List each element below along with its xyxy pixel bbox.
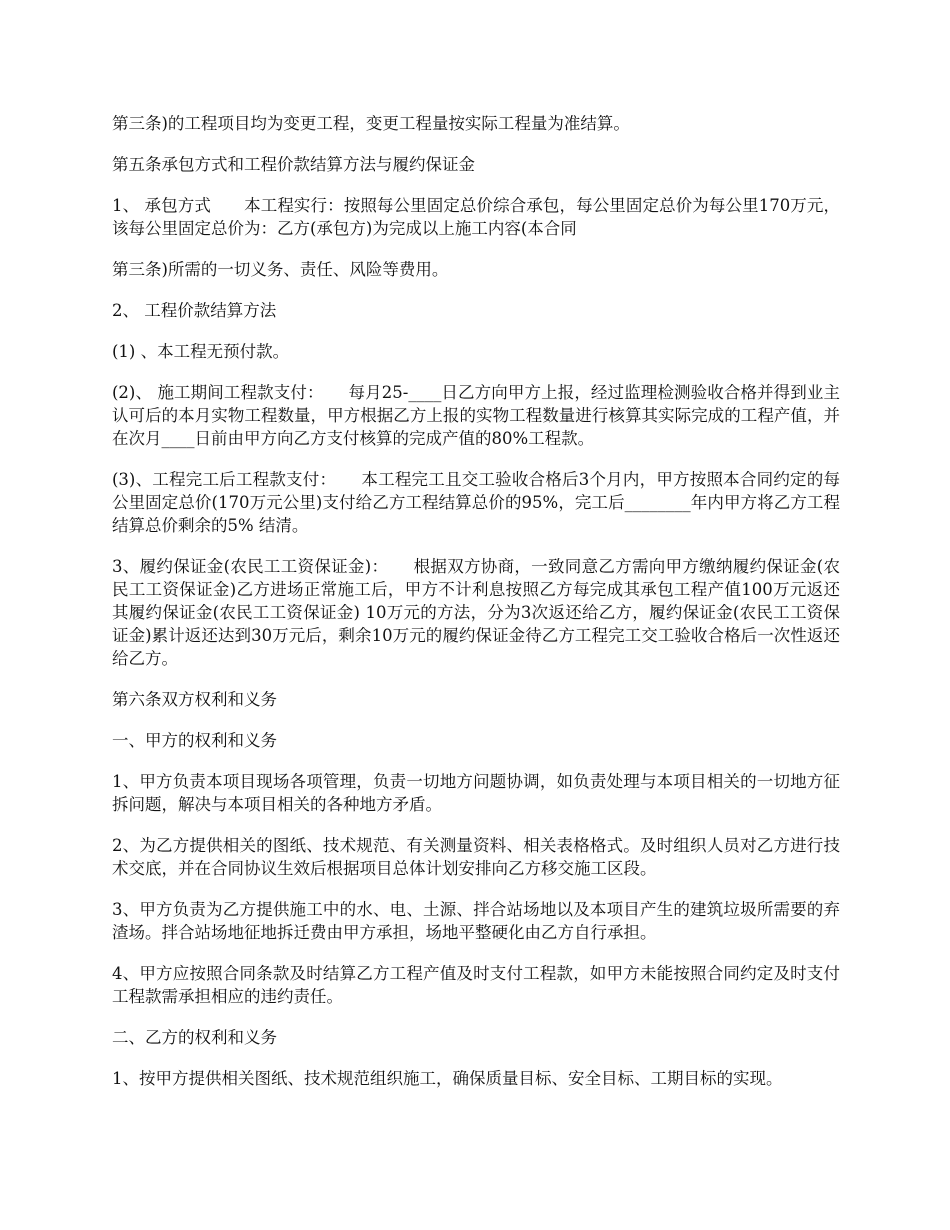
paragraph-party-a-item1: 1、甲方负责本项目现场各项管理，负责一切地方问题协调，如负责处理与本项目相关的一切地方征拆问题，解决与本项目相关的各种地方矛盾。 bbox=[112, 772, 840, 814]
paragraph-contract-method: 1、 承包方式 本工程实行：按照每公里固定总价综合承包，每公里固定总价为每公里170万元，该每公里固定总价为：乙方(承包方)为完成以上施工内容(本合同 bbox=[112, 196, 840, 238]
paragraph-clause3-obligations: 第三条)所需的一切义务、责任、风险等费用。 bbox=[112, 260, 449, 279]
paragraph-completion-payment: (3)、工程完工后工程款支付： 本工程完工且交工验收合格后3个月内，甲方按照本合同约定的每公里固定总价(170万元公里)支付给乙方工程结算总价的95%，完工后________年内甲方将乙方工程结算总价剩余的5% 结清。 bbox=[112, 470, 840, 535]
heading-article6: 第六条双方权利和义务 bbox=[112, 690, 277, 709]
paragraph-performance-bond: 3、履约保证金(农民工工资保证金)： 根据双方协商，一致同意乙方需向甲方缴纳履约保证金(农民工工资保证金)乙方进场正常施工后，甲方不计利息按照乙方每完成其承包工程产值100万元返还其履约保证金(农民工工资保证金) 10万元的方法，分为3次返还给乙方，履约保证金(农民工工资保证金)累计返还达到30万元后，剩余10万元的履约保证金待乙方工程完工交工验收合格后一次性返还给乙方。 bbox=[112, 557, 840, 668]
paragraph-clause3-end: 第三条)的工程项目均为变更工程，变更工程量按实际工程量为准结算。 bbox=[112, 114, 630, 133]
heading-article5: 第五条承包方式和工程价款结算方法与履约保证金 bbox=[112, 155, 475, 174]
paragraph-no-advance: (1) 、本工程无预付款。 bbox=[112, 342, 290, 361]
paragraph-party-a-item3: 3、甲方负责为乙方提供施工中的水、电、土源、拌合站场地以及本项目产生的建筑垃圾所需要的弃渣场。拌合站场地征地拆迁费由甲方承担，场地平整硬化由乙方自行承担。 bbox=[112, 900, 840, 942]
heading-party-a-rights: 一、甲方的权利和义务 bbox=[112, 731, 277, 750]
paragraph-party-a-item2: 2、为乙方提供相关的图纸、技术规范、有关测量资料、相关表格格式。及时组织人员对乙方进行技术交底，并在合同协议生效后根据项目总体计划安排向乙方移交施工区段。 bbox=[112, 836, 840, 878]
heading-party-b-rights: 二、乙方的权利和义务 bbox=[112, 1028, 277, 1047]
paragraph-construction-payment: (2)、 施工期间工程款支付： 每月25-____日乙方向甲方上报，经过监理检测验收合格并得到业主认可后的本月实物工程数量，甲方根据乙方上报的实物工程数量进行核算其实际完成的工程产值，并在次月____日前由甲方向乙方支付核算的完成产值的80%工程款。 bbox=[112, 383, 840, 448]
document-body bbox=[112, 112, 840, 1108]
heading-settlement-method: 2、 工程价款结算方法 bbox=[112, 301, 277, 320]
paragraph-party-a-item4: 4、甲方应按照合同条款及时结算乙方工程产值及时支付工程款，如甲方未能按照合同约定及时支付工程款需承担相应的违约责任。 bbox=[112, 964, 840, 1006]
paragraph-party-b-item1: 1、按甲方提供相关图纸、技术规范组织施工，确保质量目标、安全目标、工期目标的实现。 bbox=[112, 1069, 783, 1088]
